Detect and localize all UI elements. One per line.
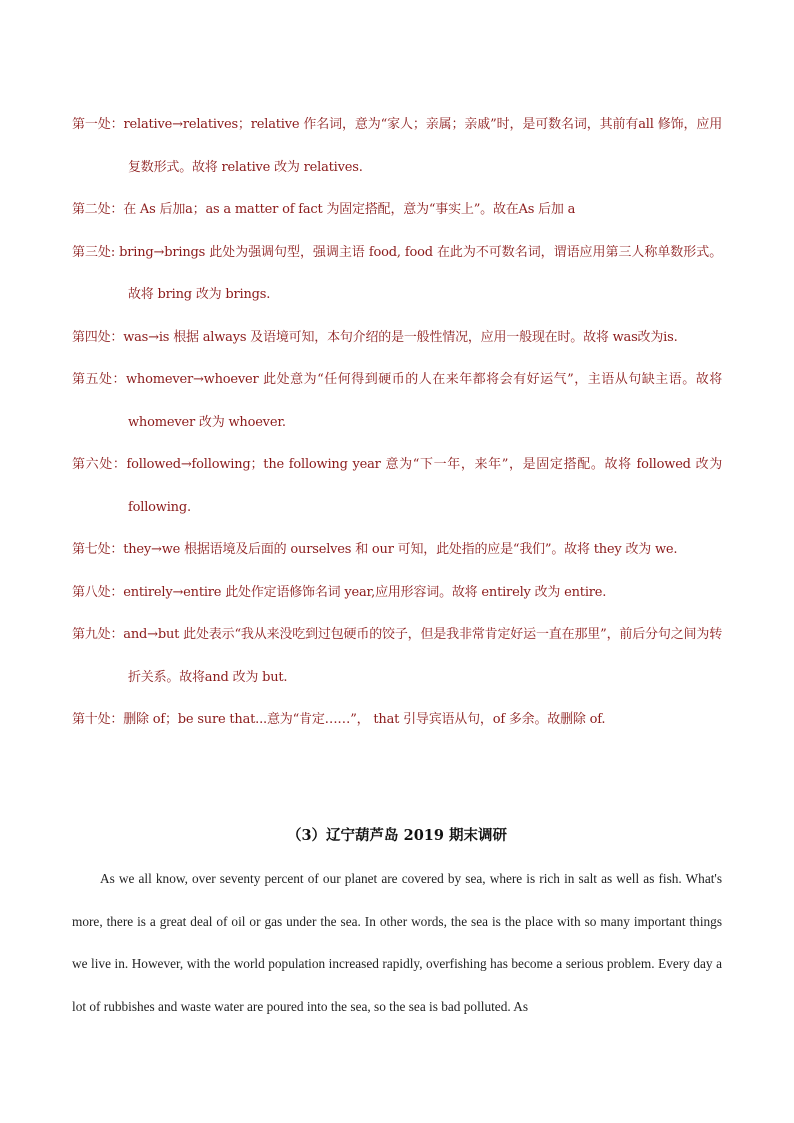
answer-1: 第一处：relative→relatives；relative 作名词，意为“家人；亲属；亲戚”时，是可数名词，其前有all 修饰，应用复数形式。故将 relative 改为 relatives. <box>72 117 722 175</box>
answer-3: 第三处: bring→brings 此处为强调句型，强调主语 food, food 在此为不可数名词，谓语应用第三人称单数形式。故将 bring 改为 brings. <box>72 244 722 302</box>
section-title: （3）辽宁葫芦岛 2019 期末调研 <box>286 827 508 844</box>
answer-2: 第二处：在 As 后加a；as a matter of fact 为固定搭配，意为“事实上”。故在As 后加 a <box>72 202 576 217</box>
answer-9: 第九处：and→but 此处表示“我从来没吃到过包硬币的饺子，但是我非常肯定好运一直在那里”，前后分句之间为转折关系。故将and 改为 but. <box>72 627 722 685</box>
answer-4: 第四处：was→is 根据 always 及语境可知，本句介绍的是一般性情况，应用一般现在时。故将 was改为is. <box>72 329 678 345</box>
answer-5: 第五处：whomever→whoever 此处意为“任何得到硬币的人在来年都将会有好运气”，主语从句缺主语。故将 whomever 改为 whoever. <box>72 372 722 430</box>
answer-10: 第十处：删除 of；be sure that...意为“肯定……”， that 引导宾语从句，of 多余。故删除 of. <box>72 712 606 727</box>
answer-7: 第七处：they→we 根据语境及后面的 ourselves 和 our 可知，此处指的应是“我们”。故将 they 改为 we. <box>72 542 678 557</box>
answer-explanations <box>72 104 722 742</box>
answer-8: 第八处：entirely→entire 此处作定语修饰名词 year,应用形容词。故将 entirely 改为 entire. <box>72 584 607 600</box>
answer-6: 第六处：followed→following；the following year 意为“下一年，来年”，是固定搭配。故将 followed 改为following. <box>72 457 722 515</box>
passage-text: As we all know, over seventy percent of our planet are covered by sea, where is rich in salt as well as fish. What's more, there is a great deal of oil or gas under the sea. In other words, the sea is the place with so many important things we live in. However, with the world population increased rapidly, overfishing has become a serious problem. Every day a lot of rubbishes and waste water are poured into the sea, so the sea is bad polluted. As <box>72 871 722 1014</box>
